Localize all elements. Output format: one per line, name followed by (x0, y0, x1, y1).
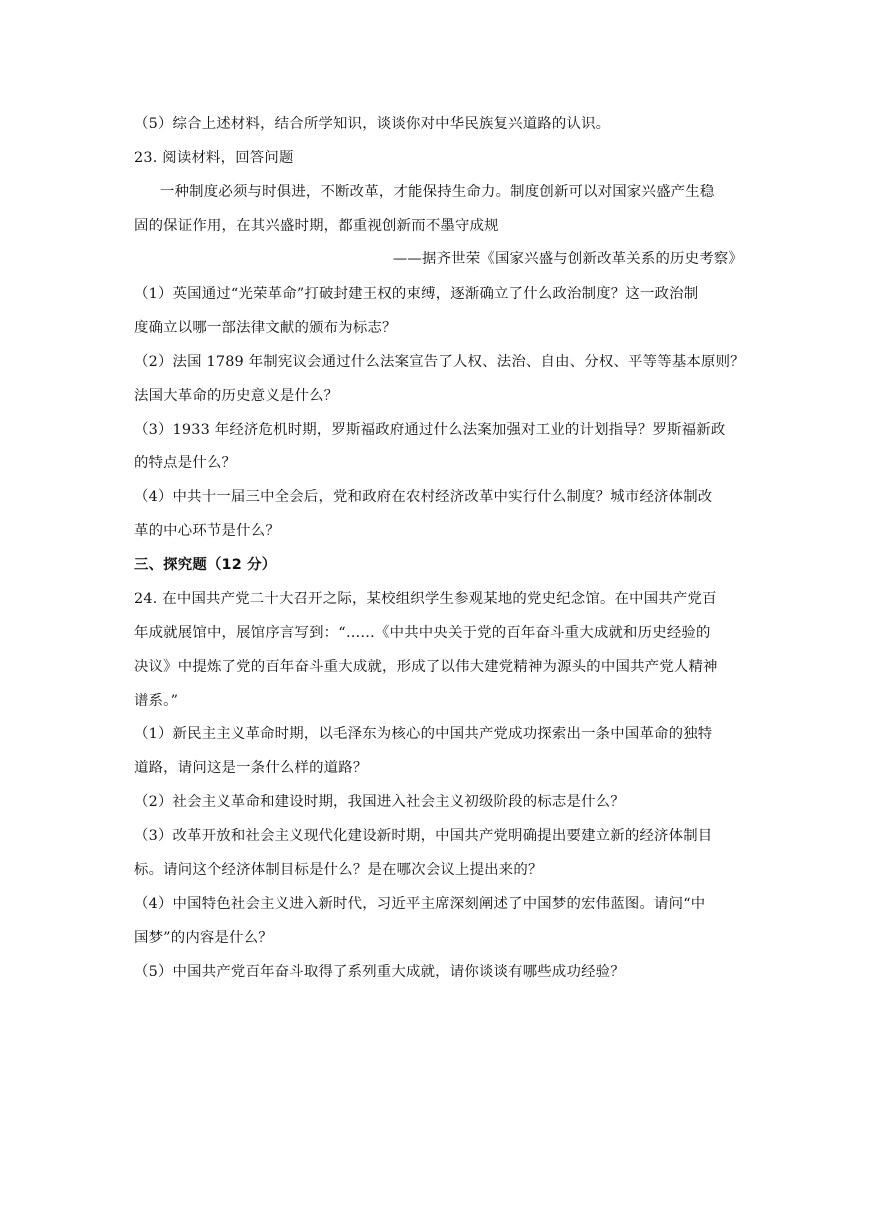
section-heading-explore: 三、探究题（12 分） (134, 557, 277, 573)
q23-sub3-line-1: （3）1933 年经济危机时期，罗斯福政府通过什么法案加强对工业的计划指导？罗斯福新政 (134, 422, 726, 438)
q23-source-citation: ——据齐世荣《国家兴盛与创新改革关系的历史考察》 (392, 251, 743, 267)
q23-heading: 23. 阅读材料，回答问题 (134, 150, 294, 166)
q24-material-line-4: 谱系。” (134, 693, 179, 709)
q23-sub4-line-2: 革的中心环节是什么？ (134, 523, 280, 539)
q24-material-line-2: 年成就展馆中，展馆序言写到：“……《中共中央关于党的百年奋斗重大成就和历史经验的 (134, 625, 711, 641)
q24-sub2: （2）社会主义革命和建设时期，我国进入社会主义初级阶段的标志是什么？ (134, 794, 625, 810)
q23-sub1-line-1: （1）英国通过“光荣革命”打破封建王权的束缚，逐渐确立了什么政治制度？这一政治制 (134, 286, 699, 302)
q24-sub1-line-2: 道路，请问这是一条什么样的道路？ (134, 760, 368, 776)
q24-sub4-line-2: 国梦”的内容是什么？ (134, 930, 273, 946)
q23-sub1-line-2: 度确立以哪一部法律文献的颁布为标志？ (134, 320, 397, 336)
q24-sub3-line-2: 标。请问这个经济体制目标是什么？是在哪次会议上提出来的？ (134, 862, 543, 878)
q24-sub1-line-1: （1）新民主主义革命时期，以毛泽东为核心的中国共产党成功探索出一条中国革命的独特 (134, 726, 713, 742)
q24-sub5: （5）中国共产党百年奋斗取得了系列重大成就，请你谈谈有哪些成功经验？ (134, 964, 625, 980)
q23-material-line-1: 一种制度必须与时俱进，不断改革，才能保持生命力。制度创新可以对国家兴盛产生稳 (160, 184, 715, 200)
q23-material-line-2: 固的保证作用，在其兴盛时期，都重视创新而不墨守成规 (134, 218, 499, 234)
q24-sub3-line-1: （3）改革开放和社会主义现代化建设新时期，中国共产党明确提出要建立新的经济体制目 (134, 828, 713, 844)
q23-sub4-line-1: （4）中共十一届三中全会后，党和政府在农村经济改革中实行什么制度？城市经济体制改 (134, 489, 713, 505)
q23-sub2-line-1: （2）法国 1789 年制宪议会通过什么法案宣告了人权、法治、自由、分权、平等等基本原则？ (134, 354, 745, 370)
q24-material-line-3: 决议》中提炼了党的百年奋斗重大成就，形成了以伟大建党精神为源头的中国共产党人精神 (134, 659, 718, 675)
q23-sub3-line-2: 的特点是什么？ (134, 455, 237, 471)
q23-sub2-line-2: 法国大革命的历史意义是什么？ (134, 388, 339, 404)
q24-material-line-1: 24. 在中国共产党二十大召开之际，某校组织学生参观某地的党史纪念馆。在中国共产党百 (134, 591, 717, 607)
q24-sub4-line-1: （4）中国特色社会主义进入新时代，习近平主席深刻阐述了中国梦的宏伟蓝图。请问“中 (134, 896, 706, 912)
q22-sub5: （5）综合上述材料，结合所学知识，谈谈你对中华民族复兴道路的认识。 (134, 116, 611, 132)
